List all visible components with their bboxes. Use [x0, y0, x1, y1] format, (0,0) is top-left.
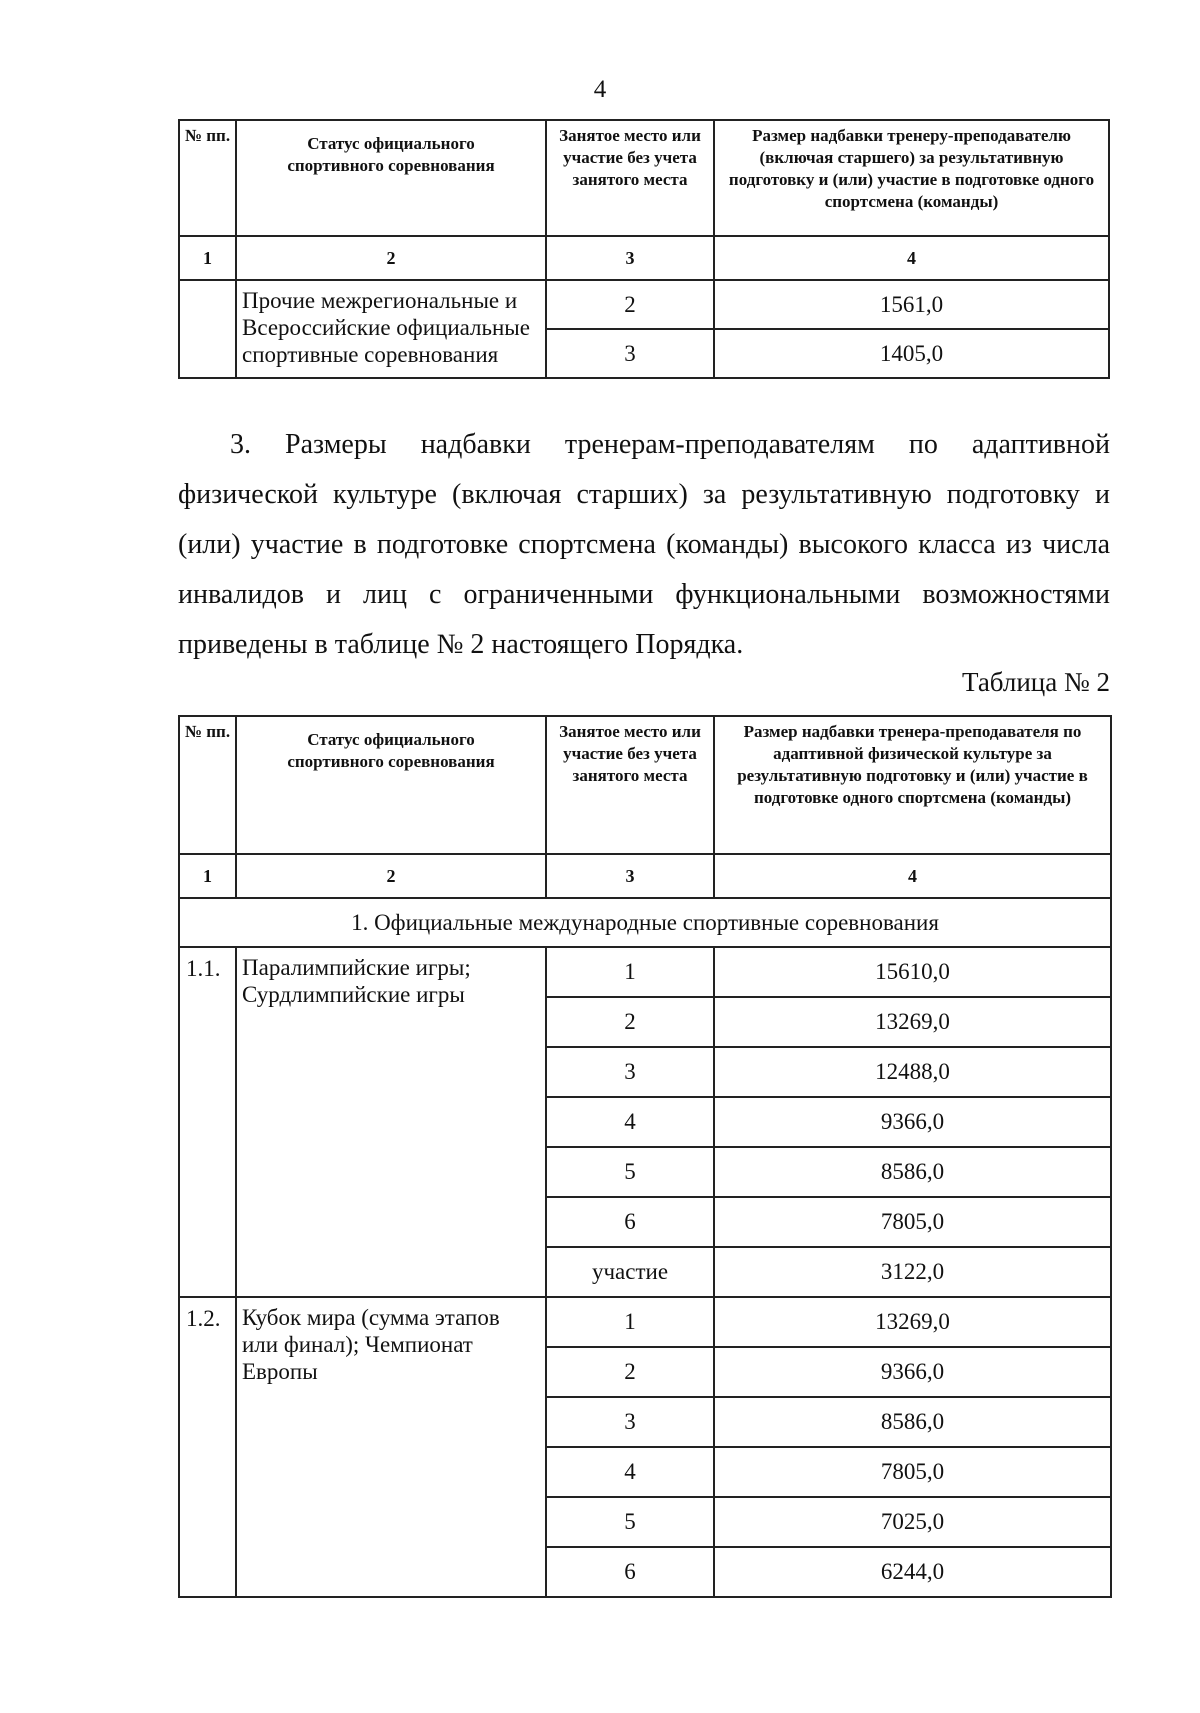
- place-cell: 6: [546, 1547, 714, 1597]
- col-number: 2: [236, 854, 546, 898]
- amount-cell: 7805,0: [714, 1447, 1111, 1497]
- place-cell: 1: [546, 1297, 714, 1347]
- amount-cell: 13269,0: [714, 997, 1111, 1047]
- section-row: [179, 898, 1111, 947]
- place-cell: 5: [546, 1497, 714, 1547]
- header-size: Размер надбавки тренера-преподавателя по адаптивной физической культуре за результативную подготовку и (или) участие в подготовке одного спортсмена (команды): [714, 716, 1111, 854]
- col-number: 3: [546, 236, 714, 280]
- col-number: 1: [179, 854, 236, 898]
- header-place: Занятое место или участие без учета занятого места: [546, 716, 714, 854]
- place-cell: 2: [546, 1347, 714, 1397]
- col-number: 1: [179, 236, 236, 280]
- place-cell: 2: [546, 997, 714, 1047]
- header-status: Статус официального спортивного соревнования: [236, 120, 546, 236]
- header-num: № пп.: [179, 120, 236, 236]
- amount-cell: 9366,0: [714, 1097, 1111, 1147]
- col-number: 2: [236, 236, 546, 280]
- amount-cell: 13269,0: [714, 1297, 1111, 1347]
- table-row: [179, 1297, 1111, 1347]
- amount-cell: 15610,0: [714, 947, 1111, 997]
- row-number: [179, 280, 236, 378]
- table-2: [178, 715, 1112, 1598]
- table-row: [179, 280, 1109, 329]
- col-number: 3: [546, 854, 714, 898]
- table-1-column-numbers: [179, 236, 1109, 280]
- place-cell: 3: [546, 1047, 714, 1097]
- place-cell: 1: [546, 947, 714, 997]
- place-cell: 3: [546, 329, 714, 378]
- table-1: [178, 119, 1110, 379]
- competition-status: Кубок мира (сумма этапов или финал); Чемпионат Европы: [236, 1297, 546, 1597]
- col-number: 4: [714, 854, 1111, 898]
- header-status: Статус официального спортивного соревнования: [236, 716, 546, 854]
- page-number: 4: [593, 76, 607, 103]
- table-2-caption: Таблица № 2: [962, 667, 1110, 697]
- amount-cell: 9366,0: [714, 1347, 1111, 1397]
- col-number: 4: [714, 236, 1109, 280]
- amount-cell: 6244,0: [714, 1547, 1111, 1597]
- header-size: Размер надбавки тренеру-преподавателю (включая старшего) за результативную подготовку и (или) участие в подготовке одного спортсмена (команды): [714, 120, 1109, 236]
- place-cell: 4: [546, 1447, 714, 1497]
- competition-status: Прочие межрегиональные и Всероссийские официальные спортивные соревнования: [236, 280, 546, 378]
- place-cell: 4: [546, 1097, 714, 1147]
- amount-cell: 3122,0: [714, 1247, 1111, 1297]
- amount-cell: 7025,0: [714, 1497, 1111, 1547]
- amount-cell: 1405,0: [714, 329, 1109, 378]
- header-num: № пп.: [179, 716, 236, 854]
- place-cell: 5: [546, 1147, 714, 1197]
- body-paragraph: 3. Размеры надбавки тренерам-преподавателям по адаптивной физической культуре (включая старших) за результативную подготовку и (или) участие в подготовке спортсмена (команды) высокого класса из числа инвалидов и лиц с ограниченными функциональными возможностями приведены в таблице № 2 настоящего Порядка.: [178, 429, 1110, 660]
- place-cell: 6: [546, 1197, 714, 1247]
- place-cell: 3: [546, 1397, 714, 1447]
- amount-cell: 8586,0: [714, 1397, 1111, 1447]
- place-cell: 2: [546, 280, 714, 329]
- table-1-header-row: [179, 120, 1109, 236]
- table-2-header-row: [179, 716, 1111, 854]
- row-number: 1.1.: [179, 947, 236, 1297]
- table-row: [179, 947, 1111, 997]
- amount-cell: 7805,0: [714, 1197, 1111, 1247]
- amount-cell: 12488,0: [714, 1047, 1111, 1097]
- section-title: 1. Официальные международные спортивные соревнования: [179, 898, 1111, 947]
- table-2-column-numbers: [179, 854, 1111, 898]
- amount-cell: 8586,0: [714, 1147, 1111, 1197]
- competition-status: Паралимпийские игры; Сурдлимпийские игры: [236, 947, 546, 1297]
- header-place: Занятое место или участие без учета занятого места: [546, 120, 714, 236]
- place-cell: участие: [546, 1247, 714, 1297]
- amount-cell: 1561,0: [714, 280, 1109, 329]
- row-number: 1.2.: [179, 1297, 236, 1597]
